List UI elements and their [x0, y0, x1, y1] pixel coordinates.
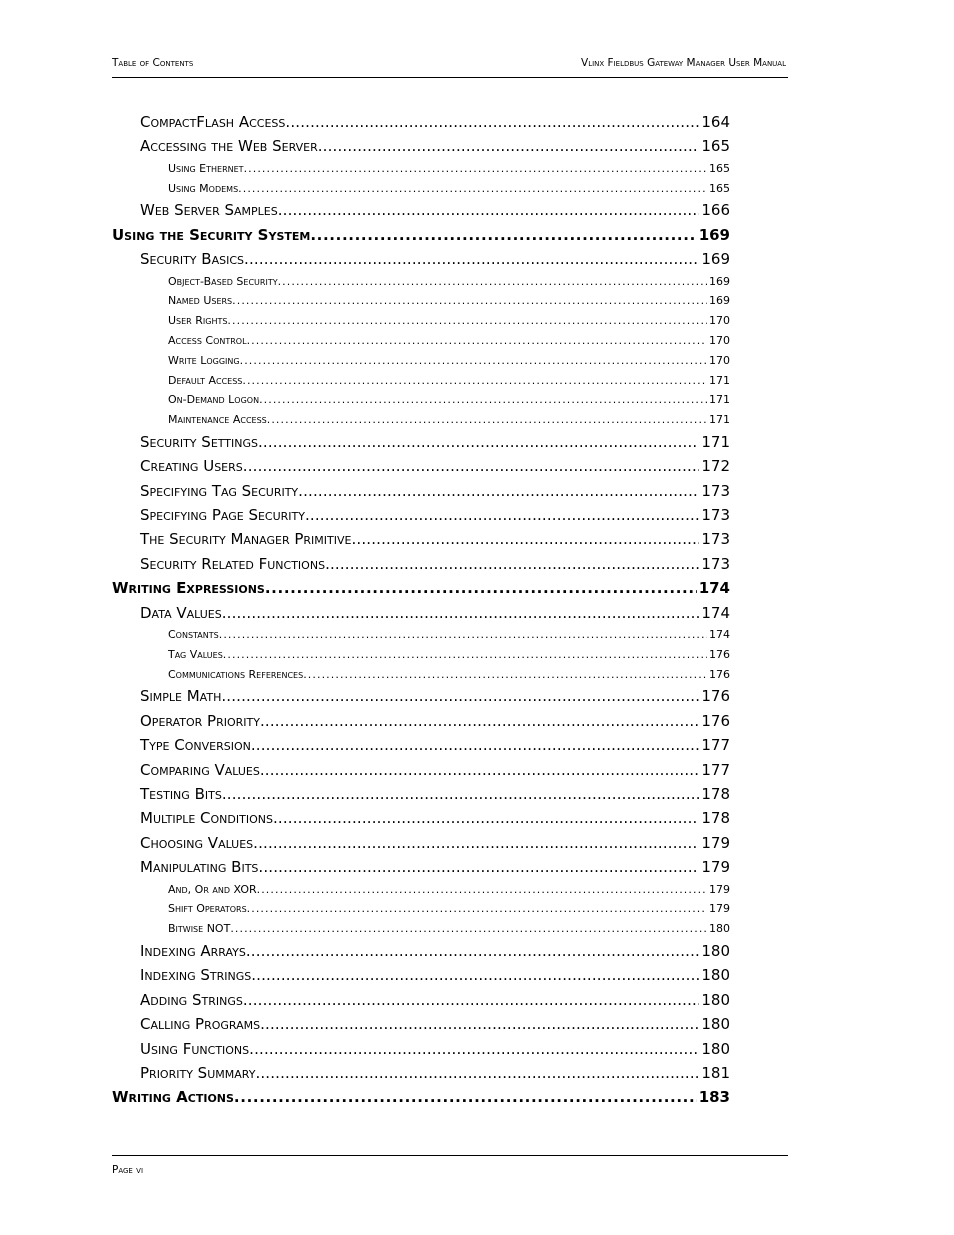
toc-entry-page-number: 171 [701, 432, 730, 451]
toc-entry[interactable] [112, 601, 730, 625]
toc-entry-page-number: 166 [701, 201, 730, 220]
toc-entry-page-number: 179 [701, 858, 730, 877]
toc-entry-page-number: 181 [701, 1063, 730, 1082]
toc-entry-page-number: 173 [701, 554, 730, 573]
dot-leader [243, 988, 700, 1012]
dot-leader [223, 645, 707, 665]
toc-entry[interactable] [112, 159, 730, 179]
dot-leader [244, 159, 707, 179]
dot-leader [260, 758, 700, 782]
toc-entry-title: Maintenance Access [168, 413, 267, 427]
toc-entry-page-number: 170 [709, 314, 730, 328]
dot-leader [303, 665, 707, 685]
toc-entry-title: Specifying Tag Security [140, 481, 299, 500]
toc-entry-title: Testing Bits [140, 785, 222, 803]
toc-entry-page-number: 177 [701, 760, 730, 779]
dot-leader [251, 963, 699, 987]
dot-leader [227, 311, 707, 331]
toc-entry[interactable] [112, 855, 730, 879]
toc-entry-page-number: 171 [709, 413, 730, 427]
toc-entry-title: Security Related Functions [140, 554, 326, 573]
toc-entry-page-number: 176 [701, 687, 730, 706]
toc-entry-page-number: 172 [701, 457, 730, 476]
dot-leader [240, 351, 707, 371]
toc-entry[interactable] [112, 134, 730, 158]
dot-leader [232, 291, 707, 311]
toc-entry[interactable] [112, 454, 730, 478]
dot-leader [351, 527, 699, 551]
toc-entry-page-number: 180 [701, 990, 730, 1009]
toc-entry-title: Bitwise NOT [168, 922, 231, 936]
toc-entry[interactable] [112, 939, 730, 963]
toc-entry-page-number: 179 [709, 902, 730, 916]
toc-entry[interactable] [112, 430, 730, 454]
toc-entry-title: Tag Values [168, 647, 223, 661]
toc-entry[interactable] [112, 291, 730, 311]
toc-entry[interactable] [112, 625, 730, 645]
toc-entry-title: Using Ethernet [168, 161, 244, 175]
toc-entry[interactable] [112, 1037, 730, 1061]
dot-leader [249, 1037, 699, 1061]
dot-leader [259, 390, 707, 410]
toc-entry-page-number: 170 [709, 353, 730, 367]
footer-page-number: Page vi [112, 1164, 144, 1176]
toc-entry-page-number: 180 [701, 941, 730, 960]
table-of-contents [112, 110, 730, 1110]
page-footer [112, 1155, 788, 1176]
toc-entry-page-number: 169 [709, 294, 730, 308]
dot-leader [298, 479, 699, 503]
toc-entry[interactable] [112, 919, 730, 939]
toc-entry-page-number: 176 [709, 667, 730, 681]
dot-leader [238, 179, 707, 199]
toc-entry[interactable] [112, 247, 730, 271]
toc-entry-title: Security Basics [140, 250, 245, 269]
toc-entry[interactable] [112, 331, 730, 351]
toc-entry[interactable] [112, 963, 730, 987]
toc-entry-page-number: 165 [709, 181, 730, 195]
toc-entry-page-number: 169 [698, 225, 730, 244]
toc-entry-page-number: 173 [701, 506, 730, 525]
toc-entry-title: Operator Priority [140, 711, 260, 730]
toc-entry[interactable] [112, 576, 730, 600]
dot-leader [305, 503, 699, 527]
toc-entry[interactable] [112, 806, 730, 830]
toc-entry-page-number: 174 [698, 579, 730, 598]
toc-entry[interactable] [112, 110, 730, 134]
toc-entry-page-number: 183 [698, 1088, 730, 1107]
dot-leader [222, 782, 700, 806]
toc-entry[interactable] [112, 410, 730, 430]
toc-entry[interactable] [112, 311, 730, 331]
toc-entry[interactable] [112, 527, 730, 551]
toc-entry-page-number: 174 [701, 603, 730, 622]
toc-entry-page-number: 177 [701, 736, 730, 755]
toc-entry-title: Simple Math [140, 687, 222, 706]
dot-leader [251, 733, 700, 757]
dot-leader [230, 919, 707, 939]
toc-entry-title: Manipulating Bits [140, 858, 259, 877]
toc-entry-title: Calling Programs [140, 1015, 261, 1034]
toc-entry-title: Indexing Strings [140, 966, 252, 985]
dot-leader [247, 899, 707, 919]
dot-leader [255, 1061, 699, 1085]
toc-entry[interactable] [112, 782, 730, 806]
toc-entry-page-number: 171 [709, 393, 730, 407]
toc-entry-title: Writing Expressions [112, 579, 265, 598]
dot-leader [310, 223, 696, 247]
toc-entry-page-number: 165 [709, 161, 730, 175]
toc-entry-title: Accessing the Web Server [140, 137, 318, 156]
toc-entry-page-number: 180 [709, 922, 730, 936]
dot-leader [243, 454, 700, 478]
toc-entry-title: Priority Summary [140, 1063, 256, 1082]
dot-leader [318, 134, 700, 158]
toc-entry-title: Access Control [168, 333, 247, 347]
toc-entry-title: Using Modems [168, 181, 239, 195]
toc-entry[interactable] [112, 1061, 730, 1085]
toc-entry[interactable] [112, 665, 730, 685]
toc-entry-title: Web Server Samples [140, 201, 278, 220]
toc-entry-title: Write Logging [168, 353, 240, 367]
toc-entry-title: Creating Users [140, 457, 243, 476]
toc-entry[interactable] [112, 733, 730, 757]
dot-leader [273, 806, 699, 830]
dot-leader [260, 709, 699, 733]
dot-leader [325, 552, 699, 576]
toc-entry-title: CompactFlash Access [140, 113, 286, 131]
dot-leader [242, 371, 707, 391]
toc-entry[interactable] [112, 709, 730, 733]
toc-entry[interactable] [112, 179, 730, 199]
toc-entry[interactable] [112, 988, 730, 1012]
toc-entry-title: Multiple Conditions [140, 809, 273, 828]
toc-entry-page-number: 178 [701, 785, 730, 803]
toc-entry-page-number: 179 [701, 833, 730, 852]
toc-entry[interactable] [112, 645, 730, 665]
toc-entry-title: Using the Security System [112, 225, 311, 244]
toc-entry-page-number: 178 [701, 809, 730, 828]
toc-entry[interactable] [112, 390, 730, 410]
dot-leader [234, 1085, 697, 1109]
dot-leader [247, 331, 707, 351]
toc-entry[interactable] [112, 899, 730, 919]
toc-entry[interactable] [112, 371, 730, 391]
toc-entry-title: Specifying Page Security [140, 506, 305, 525]
toc-entry-title: Adding Strings [140, 990, 243, 1009]
toc-entry-title: On-Demand Logon [168, 393, 260, 407]
toc-entry[interactable] [112, 223, 730, 247]
dot-leader [278, 272, 707, 292]
toc-entry-title: Writing Actions [112, 1088, 234, 1107]
toc-entry-title: Type Conversion [140, 736, 251, 755]
toc-entry-title: And, Or and XOR [168, 882, 257, 896]
toc-entry[interactable] [112, 684, 730, 708]
dot-leader [265, 576, 697, 600]
dot-leader [260, 1012, 699, 1036]
toc-entry-page-number: 164 [701, 113, 730, 131]
dot-leader [222, 601, 700, 625]
toc-entry[interactable] [112, 272, 730, 292]
header-manual-title: Vlinx Fieldbus Gateway Manager User Manual [581, 57, 786, 69]
toc-entry-title: The Security Manager Primitive [140, 530, 352, 549]
dot-leader [219, 625, 707, 645]
toc-entry-page-number: 173 [701, 481, 730, 500]
toc-entry-title: Comparing Values [140, 760, 260, 779]
toc-entry-title: User Rights [168, 314, 228, 328]
toc-entry-page-number: 170 [709, 333, 730, 347]
toc-entry-title: Object-Based Security [168, 274, 278, 288]
dot-leader [258, 855, 699, 879]
toc-entry[interactable] [112, 1012, 730, 1036]
toc-entry[interactable] [112, 503, 730, 527]
toc-entry-title: Data Values [140, 603, 222, 622]
toc-entry-page-number: 180 [701, 1039, 730, 1058]
toc-entry-page-number: 179 [709, 882, 730, 896]
toc-entry-title: Choosing Values [140, 833, 254, 852]
toc-entry[interactable] [112, 198, 730, 222]
toc-entry-title: Constants [168, 628, 219, 642]
toc-entry-title: Using Functions [140, 1039, 250, 1058]
toc-entry-page-number: 174 [709, 628, 730, 642]
toc-entry-page-number: 180 [701, 966, 730, 985]
toc-entry[interactable] [112, 880, 730, 900]
toc-entry-title: Shift Operators [168, 902, 247, 916]
toc-entry-page-number: 169 [701, 250, 730, 269]
toc-entry[interactable] [112, 552, 730, 576]
toc-entry-page-number: 176 [701, 711, 730, 730]
toc-entry-page-number: 169 [709, 274, 730, 288]
dot-leader [246, 939, 700, 963]
toc-entry[interactable] [112, 1085, 730, 1109]
dot-leader [221, 684, 699, 708]
header-section-title: Table of Contents [112, 57, 194, 69]
toc-entry-title: Indexing Arrays [140, 941, 246, 960]
toc-entry-page-number: 165 [701, 137, 730, 156]
toc-entry-page-number: 173 [701, 530, 730, 549]
toc-entry-title: Default Access [168, 373, 243, 387]
dot-leader [267, 410, 707, 430]
toc-entry-page-number: 180 [701, 1015, 730, 1034]
toc-entry-title: Communications References [168, 667, 304, 681]
dot-leader [257, 880, 707, 900]
dot-leader [253, 831, 699, 855]
page-header [112, 54, 788, 78]
toc-entry[interactable] [112, 831, 730, 855]
dot-leader [244, 247, 699, 271]
toc-entry[interactable] [112, 758, 730, 782]
toc-entry[interactable] [112, 351, 730, 371]
toc-entry-page-number: 176 [709, 647, 730, 661]
dot-leader [258, 430, 699, 454]
toc-entry-page-number: 171 [709, 373, 730, 387]
toc-entry[interactable] [112, 479, 730, 503]
toc-entry-title: Named Users [168, 294, 233, 308]
dot-leader [285, 110, 699, 134]
toc-entry-title: Security Settings [140, 432, 258, 451]
dot-leader [278, 198, 700, 222]
